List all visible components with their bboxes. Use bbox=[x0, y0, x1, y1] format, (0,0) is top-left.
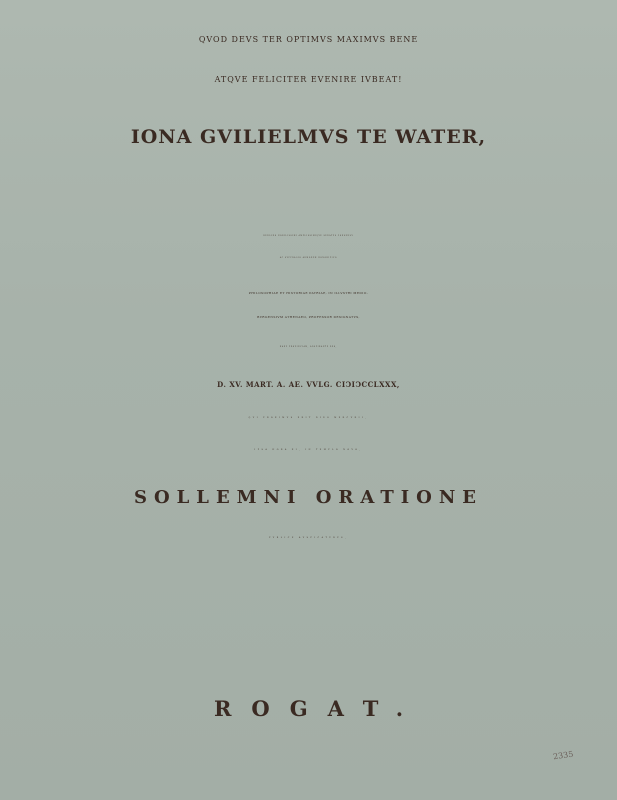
consent-line-2: AC SVFFRAGIO ADMODVM HONORIFICO bbox=[279, 258, 338, 259]
rogat-heading: ROGAT. bbox=[213, 696, 424, 721]
invocation-line-1: QVOD DEVS TER OPTIMVS MAXIMVS BENE bbox=[198, 35, 419, 44]
invocation-line-2: ATQVE FELICITER EVENIRE IVBEAT! bbox=[214, 75, 403, 84]
author-name: IONA GVILIELMVS TE WATER, bbox=[130, 126, 487, 148]
oration-heading: SOLLEMNI ORATIONE bbox=[133, 487, 484, 508]
consent-line-1: BENIGNO NOBILISSIMI AMPLISSIMIQVE SENATVS CONSENSV bbox=[263, 236, 354, 237]
archive-stamp: 2335 bbox=[552, 749, 574, 762]
day-line: QVI PROXIMVS ERIT DIES MERCVRII, bbox=[248, 417, 369, 419]
province-line: HANC PROVINCIAM, ADSPIRANTE DEO, bbox=[279, 347, 338, 348]
auspicaturus-line: PVBLICE AVSPICATVRVS, bbox=[268, 537, 349, 539]
hour-line: IPSA HORA XI, IN TEMPLO NOVO, bbox=[254, 449, 363, 451]
professor-line-2: BVRGENSIVM ATHENAEO, PROFESSOR DESIGNATVS, bbox=[257, 315, 360, 319]
date-line: D. XV. MART. A. AE. VVLG. CIↃIↃCCLXXX, bbox=[217, 380, 400, 389]
professor-line-1: PHILOSOPHIAE ET HISTORIAE PATRIAE, IN ILLVSTRI MEDIO- bbox=[248, 291, 369, 295]
